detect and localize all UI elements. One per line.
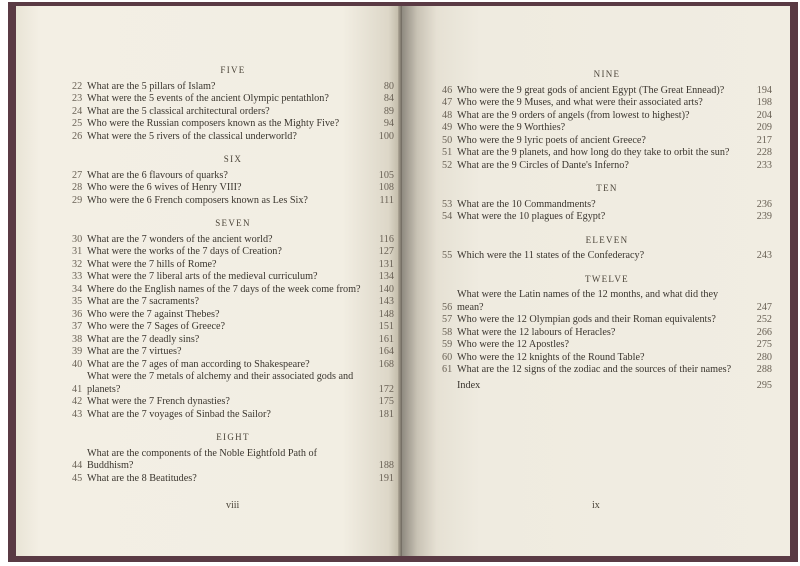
entry-number: 46 bbox=[442, 84, 453, 96]
entry-question: What are the 7 deadly sins? bbox=[87, 333, 200, 345]
entry-question: What were the 7 French dynasties? bbox=[87, 396, 230, 407]
entry-number: 42 bbox=[72, 396, 83, 407]
contents-entry bbox=[442, 160, 772, 173]
entry-page: 105 bbox=[378, 169, 394, 181]
entry-number: 51 bbox=[442, 147, 453, 158]
entry-page: 168 bbox=[378, 358, 394, 370]
contents-entry bbox=[442, 250, 772, 263]
section-heading: NINE bbox=[593, 69, 621, 79]
entry-number: 48 bbox=[442, 109, 453, 121]
entry-number: 47 bbox=[442, 97, 453, 108]
contents-entry bbox=[442, 314, 772, 327]
entry-number: 57 bbox=[442, 314, 453, 325]
entry-question: Who were the 9 Worthies? bbox=[457, 122, 566, 133]
entry-number: 49 bbox=[442, 122, 453, 133]
entry-number: 28 bbox=[72, 182, 83, 193]
contents-entry bbox=[72, 284, 394, 297]
left-page-number: viii bbox=[226, 500, 240, 511]
entry-number: 39 bbox=[72, 346, 83, 357]
entry-page: 280 bbox=[756, 351, 772, 363]
entry-question: Who were the 9 great gods of ancient Egypt (The Great Ennead)? bbox=[457, 84, 725, 96]
entry-question: What are the 7 ages of man according to Shakespeare? bbox=[87, 358, 310, 370]
entry-question: What are the 9 planets, and how long do they take to orbit the sun? bbox=[457, 147, 730, 158]
entry-page: 100 bbox=[378, 130, 394, 142]
entry-number: 25 bbox=[72, 118, 83, 129]
entry-number: 31 bbox=[72, 246, 83, 257]
entry-question: What are the 5 classical architectural orders? bbox=[87, 105, 270, 117]
entry-question: Who were the 9 Muses, and what were their associated arts? bbox=[457, 97, 703, 108]
entry-number: 33 bbox=[72, 271, 83, 282]
entry-number: 40 bbox=[72, 358, 83, 370]
contents-entry bbox=[72, 396, 394, 409]
right-page-number: ix bbox=[592, 500, 600, 511]
entry-number: 56 bbox=[442, 301, 453, 313]
section-heading: TEN bbox=[596, 183, 618, 193]
entry-page: 181 bbox=[378, 408, 394, 420]
contents-entry bbox=[72, 106, 394, 119]
right-page bbox=[402, 6, 790, 556]
entry-question: What were the 5 events of the ancient Olympic pentathlon? bbox=[87, 93, 329, 104]
contents-entry bbox=[72, 473, 394, 486]
entry-number: 43 bbox=[72, 408, 83, 420]
entry-number: 61 bbox=[442, 364, 453, 375]
entry-question: Who were the 6 wives of Henry VIII? bbox=[87, 182, 242, 193]
entry-number: 35 bbox=[72, 296, 83, 307]
contents-entry bbox=[442, 327, 772, 340]
entry-page: 233 bbox=[756, 159, 772, 171]
entry-question: Who were the 6 French composers known as Les Six? bbox=[87, 194, 308, 206]
contents-entry bbox=[72, 271, 394, 284]
contents-entry bbox=[72, 118, 394, 131]
contents-entry bbox=[72, 246, 394, 259]
entry-page: 80 bbox=[383, 80, 394, 92]
index-label: Index bbox=[457, 379, 481, 391]
contents-entry bbox=[72, 195, 394, 208]
entry-page: 140 bbox=[378, 283, 394, 295]
entry-page: 151 bbox=[378, 321, 394, 332]
contents-entry bbox=[72, 371, 394, 396]
contents-entry bbox=[442, 352, 772, 365]
entry-page: 131 bbox=[378, 258, 394, 270]
entry-page: 275 bbox=[756, 339, 772, 350]
entry-number: 53 bbox=[442, 198, 453, 210]
entry-number: 59 bbox=[442, 339, 453, 350]
entry-number: 23 bbox=[72, 93, 83, 104]
contents-entry bbox=[72, 321, 394, 334]
contents-entry bbox=[442, 289, 772, 314]
entry-number: 38 bbox=[72, 333, 83, 345]
entry-page: 204 bbox=[756, 109, 772, 121]
contents-entry bbox=[72, 81, 394, 94]
section-heading: TWELVE bbox=[585, 273, 629, 284]
entry-page: 209 bbox=[756, 122, 772, 133]
entry-question: What were the Latin names of the 12 months, and what did they mean? bbox=[457, 289, 719, 313]
contents-entry bbox=[442, 122, 772, 135]
contents-entry bbox=[442, 147, 772, 160]
entry-page: 108 bbox=[378, 182, 394, 193]
left-contents-list bbox=[72, 64, 394, 485]
entry-question: What are the 8 Beatitudes? bbox=[87, 472, 197, 484]
contents-entry bbox=[72, 334, 394, 347]
entry-number: 37 bbox=[72, 321, 83, 332]
entry-question: Who were the 12 Apostles? bbox=[457, 339, 570, 350]
contents-entry bbox=[72, 346, 394, 359]
contents-entry bbox=[72, 259, 394, 272]
entry-page: 239 bbox=[756, 211, 772, 222]
entry-page: 175 bbox=[378, 396, 394, 407]
entry-question: Who were the Russian composers known as the Mighty Five? bbox=[87, 118, 340, 129]
contents-entry bbox=[72, 170, 394, 183]
entry-question: What are the 9 Circles of Dante's Inferno? bbox=[457, 159, 629, 171]
index-entry bbox=[442, 380, 772, 393]
entry-question: Who were the 12 Olympian gods and their Roman equivalents? bbox=[457, 314, 716, 325]
entry-page: 161 bbox=[378, 333, 394, 345]
entry-page: 116 bbox=[379, 233, 394, 245]
entry-page: 84 bbox=[383, 93, 394, 104]
entry-question: Who were the 12 knights of the Round Table? bbox=[457, 351, 645, 363]
entry-page: 247 bbox=[756, 301, 772, 313]
contents-entry bbox=[72, 131, 394, 144]
entry-number: 54 bbox=[442, 211, 453, 222]
entry-question: What were the 7 hills of Rome? bbox=[87, 258, 217, 270]
entry-page: 252 bbox=[756, 314, 772, 325]
entry-number: 34 bbox=[72, 283, 83, 295]
entry-page: 217 bbox=[756, 134, 772, 146]
entry-question: What are the 10 Commandments? bbox=[457, 198, 596, 210]
entry-question: Who were the 7 Sages of Greece? bbox=[87, 321, 226, 332]
entry-number: 30 bbox=[72, 233, 83, 245]
contents-entry bbox=[442, 364, 772, 377]
entry-number: 27 bbox=[72, 169, 83, 181]
contents-entry bbox=[442, 339, 772, 352]
section-heading: EIGHT bbox=[216, 432, 250, 442]
entry-number: 26 bbox=[72, 130, 83, 142]
entry-question: What were the 12 labours of Heracles? bbox=[457, 326, 616, 338]
entry-page: 243 bbox=[756, 250, 772, 261]
entry-page: 94 bbox=[383, 118, 394, 129]
entry-question: What are the 7 virtues? bbox=[87, 346, 182, 357]
contents-entry bbox=[442, 199, 772, 212]
entry-question: Who were the 9 lyric poets of ancient Greece? bbox=[457, 134, 646, 146]
entry-question: What are the 6 flavours of quarks? bbox=[87, 169, 228, 181]
entry-page: 198 bbox=[756, 97, 772, 108]
section-heading: FIVE bbox=[220, 65, 246, 75]
contents-entry bbox=[442, 97, 772, 110]
entry-page: 191 bbox=[378, 472, 394, 484]
entry-question: What were the 7 metals of alchemy and their associated gods and planets? bbox=[87, 371, 354, 395]
entry-page: 164 bbox=[378, 346, 394, 357]
entry-number: 29 bbox=[72, 194, 83, 206]
contents-entry bbox=[72, 296, 394, 309]
entry-number: 41 bbox=[72, 383, 83, 395]
left-page bbox=[16, 6, 400, 556]
entry-page: 266 bbox=[756, 326, 772, 338]
contents-entry bbox=[442, 85, 772, 98]
index-page: 295 bbox=[756, 379, 772, 391]
entry-question: What are the components of the Noble Eightfold Path of Buddhism? bbox=[87, 447, 318, 471]
entry-question: What are the 7 voyages of Sinbad the Sailor? bbox=[87, 408, 271, 420]
entry-question: Which were the 11 states of the Confederacy? bbox=[457, 250, 645, 261]
entry-question: What are the 5 pillars of Islam? bbox=[87, 80, 216, 92]
contents-entry bbox=[442, 135, 772, 148]
entry-page: 148 bbox=[378, 308, 394, 320]
entry-number: 36 bbox=[72, 308, 83, 320]
entry-question: What were the 10 plagues of Egypt? bbox=[457, 211, 606, 222]
entry-number: 32 bbox=[72, 258, 83, 270]
entry-page: 134 bbox=[378, 271, 394, 282]
contents-entry bbox=[72, 309, 394, 322]
contents-entry bbox=[72, 93, 394, 106]
entry-number: 50 bbox=[442, 134, 453, 146]
entry-page: 188 bbox=[378, 460, 394, 471]
entry-number: 44 bbox=[72, 460, 83, 471]
entry-number: 60 bbox=[442, 351, 453, 363]
entry-number: 24 bbox=[72, 105, 83, 117]
entry-question: What are the 7 wonders of the ancient world? bbox=[87, 233, 273, 245]
entry-page: 194 bbox=[756, 84, 772, 96]
section-heading: ELEVEN bbox=[585, 234, 629, 245]
section-heading: SIX bbox=[223, 154, 243, 164]
entry-question: What are the 9 orders of angels (from lowest to highest)? bbox=[457, 109, 690, 121]
contents-entry bbox=[72, 409, 394, 422]
entry-number: 22 bbox=[72, 80, 83, 92]
contents-entry bbox=[442, 211, 772, 224]
entry-question: What were the 5 rivers of the classical underworld? bbox=[87, 130, 297, 142]
contents-entry bbox=[72, 234, 394, 247]
entry-number: 55 bbox=[442, 250, 453, 261]
contents-entry bbox=[72, 359, 394, 372]
contents-entry bbox=[442, 110, 772, 123]
entry-question: What were the works of the 7 days of Creation? bbox=[87, 246, 282, 257]
entry-page: 89 bbox=[383, 105, 394, 117]
entry-question: What were the 7 liberal arts of the medieval curriculum? bbox=[87, 271, 318, 282]
entry-number: 52 bbox=[442, 159, 453, 171]
entry-page: 288 bbox=[756, 364, 772, 375]
right-contents-list bbox=[442, 68, 772, 392]
contents-entry bbox=[72, 182, 394, 195]
entry-page: 111 bbox=[379, 194, 394, 206]
entry-page: 172 bbox=[378, 383, 394, 395]
entry-number: 45 bbox=[72, 472, 83, 484]
entry-question: What are the 12 signs of the zodiac and the sources of their names? bbox=[457, 364, 732, 375]
entry-page: 228 bbox=[756, 147, 772, 158]
section-heading: SEVEN bbox=[215, 218, 251, 228]
contents-entry bbox=[72, 448, 394, 473]
entry-number: 58 bbox=[442, 326, 453, 338]
entry-page: 127 bbox=[378, 246, 394, 257]
entry-page: 236 bbox=[756, 198, 772, 210]
entry-question: What are the 7 sacraments? bbox=[87, 296, 200, 307]
entry-question: Where do the English names of the 7 days of the week come from? bbox=[87, 283, 361, 295]
entry-page: 143 bbox=[378, 296, 394, 307]
entry-question: Who were the 7 against Thebes? bbox=[87, 308, 220, 320]
